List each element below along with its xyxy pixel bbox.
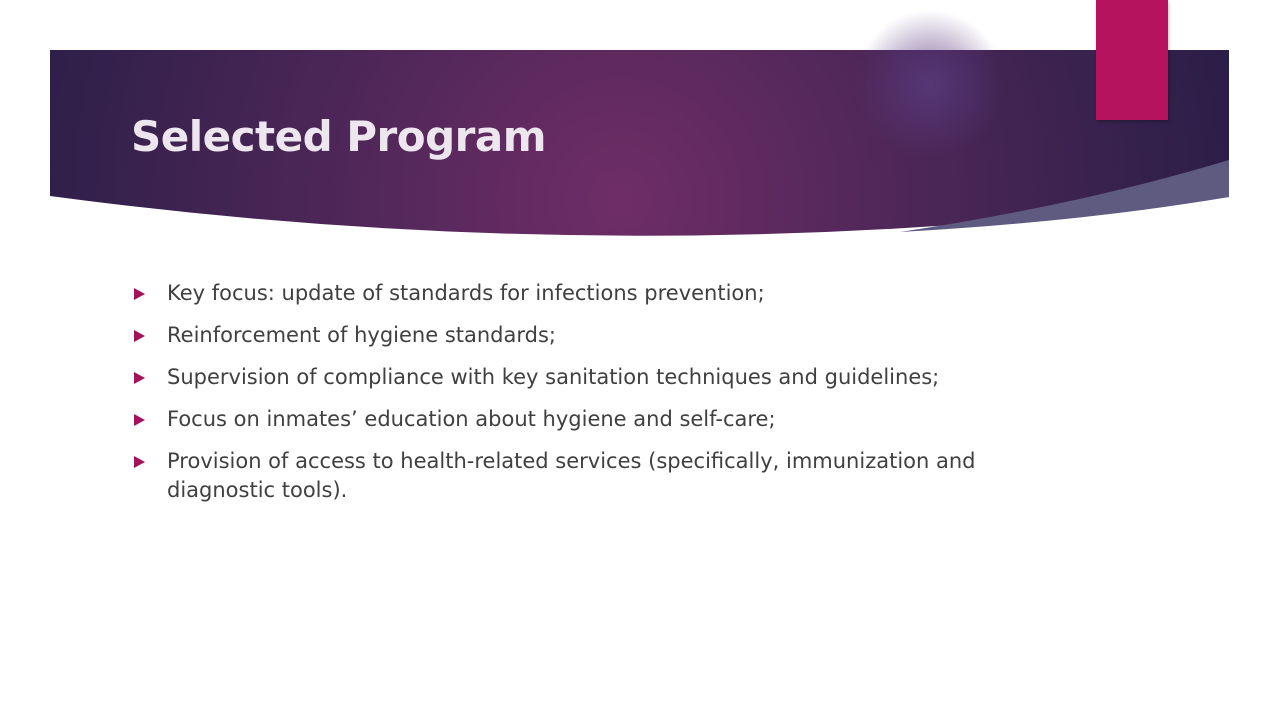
bullet-text: Reinforcement of hygiene standards;	[167, 323, 556, 347]
bullet-list	[131, 279, 1031, 518]
bullet-item	[131, 279, 1031, 308]
play-arrow-icon	[134, 414, 145, 426]
bullet-text: Key focus: update of standards for infections prevention;	[167, 281, 765, 305]
play-arrow-icon	[134, 330, 145, 342]
banner-glow	[855, 10, 1005, 160]
bullet-text: Focus on inmates’ education about hygiene and self-care;	[167, 407, 776, 431]
play-arrow-icon	[134, 456, 145, 468]
bullet-item	[131, 321, 1031, 350]
bullet-item	[131, 405, 1031, 434]
bullet-text: Supervision of compliance with key sanitation techniques and guidelines;	[167, 365, 940, 389]
bullet-item	[131, 363, 1031, 392]
bullet-item	[131, 447, 1031, 505]
slide-title: Selected Program	[131, 112, 546, 161]
play-arrow-icon	[134, 372, 145, 384]
accent-tab	[1096, 0, 1168, 120]
play-arrow-icon	[134, 288, 145, 300]
bullet-text: Provision of access to health-related services (specifically, immunization and diagnostic tools).	[167, 449, 976, 502]
